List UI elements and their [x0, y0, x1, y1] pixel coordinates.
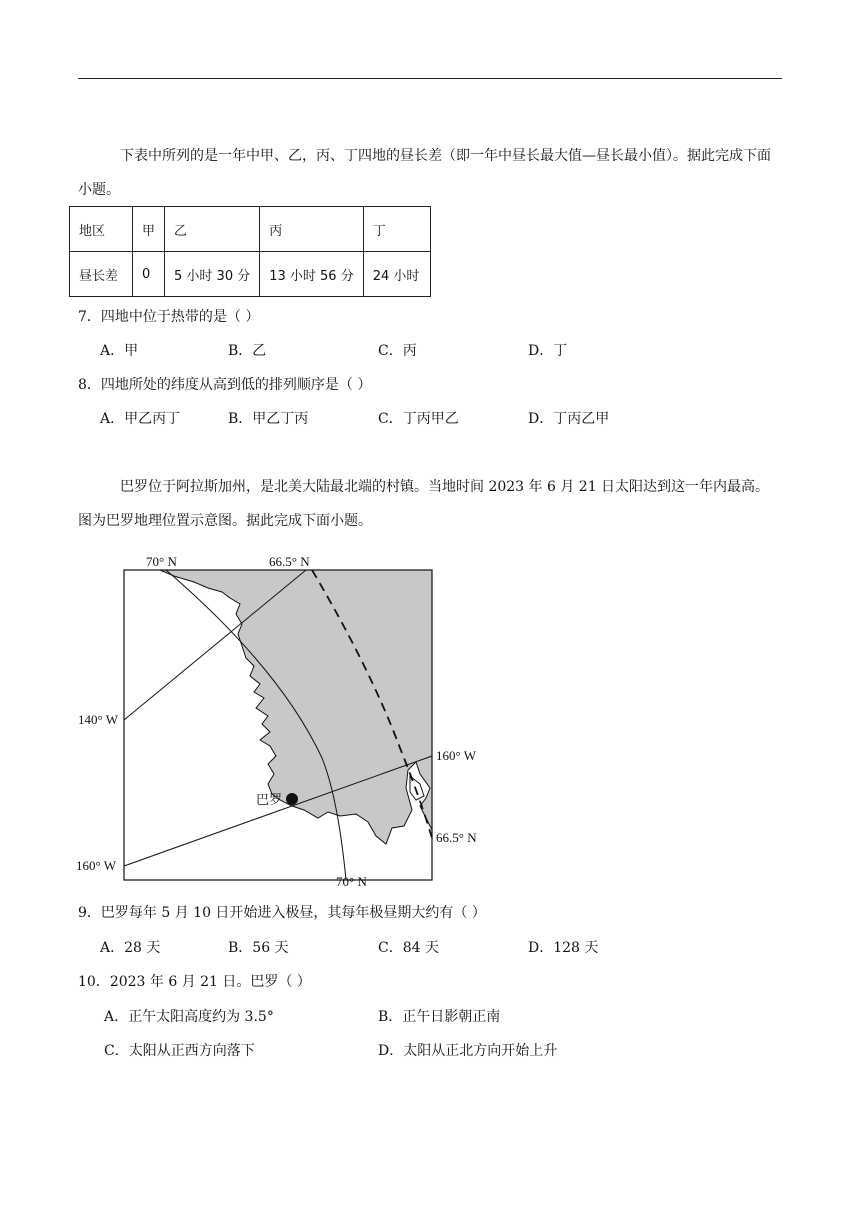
q9-option-b[interactable]: B．56 天: [228, 940, 289, 956]
question-9-stem: 9．巴罗每年 5 月 10 日开始进入极昼，其每年极昼期大约有（ ）: [78, 905, 486, 921]
table-cell: 5 小时 30 分: [165, 252, 260, 297]
q10-option-d[interactable]: D．太阳从正北方向开始上升: [378, 1043, 558, 1059]
label-right-160w: 160° W: [436, 748, 476, 763]
q8-option-c[interactable]: C．丁丙甲乙: [378, 411, 459, 427]
table-cell: 丙: [260, 207, 363, 252]
barrow-marker: [286, 793, 298, 805]
table-row: [70, 207, 431, 252]
intro-paragraph-1: [78, 139, 782, 207]
label-top-70n: 70° N: [146, 554, 177, 569]
table-row: [70, 252, 431, 297]
q9-option-a[interactable]: A．28 天: [100, 940, 161, 956]
q7-option-c[interactable]: C．丙: [378, 343, 417, 359]
q8-option-a[interactable]: A．甲乙丙丁: [100, 411, 181, 427]
label-left-140w: 140° W: [78, 712, 118, 727]
table-cell: 丁: [363, 207, 430, 252]
label-right-665n: 66.5° N: [436, 830, 477, 845]
table-cell: 昼长差: [70, 252, 133, 297]
intro-2-text: 巴罗位于阿拉斯加州，是北美大陆最北端的村镇。当地时间 2023 年 6 月 21 日太阳达到这一年内最高。图为巴罗地理位置示意图。据此完成下面小题。: [78, 479, 770, 529]
table-cell: 13 小时 56 分: [260, 252, 363, 297]
label-left-160w: 160° W: [76, 858, 116, 873]
table-cell: 地区: [70, 207, 133, 252]
table-cell: 乙: [165, 207, 260, 252]
question-7-stem: 7．四地中位于热带的是（ ）: [78, 309, 260, 325]
q10-option-b[interactable]: B．正午日影朝正南: [378, 1009, 501, 1025]
q7-option-a[interactable]: A．甲: [100, 343, 139, 359]
table-cell: 甲: [133, 207, 165, 252]
day-length-table: [69, 206, 431, 297]
q9-option-d[interactable]: D．128 天: [528, 940, 599, 956]
q9-option-c[interactable]: C．84 天: [378, 940, 439, 956]
q8-option-d[interactable]: D．丁丙乙甲: [528, 411, 610, 427]
question-8-stem: 8．四地所处的纬度从高到低的排列顺序是（ ）: [78, 377, 372, 393]
q10-option-c[interactable]: C．太阳从正西方向落下: [104, 1043, 255, 1059]
label-top-665n: 66.5° N: [269, 554, 310, 569]
intro-paragraph-2: [78, 470, 782, 538]
label-barrow: 巴罗: [256, 792, 283, 807]
question-10-stem: 10．2023 年 6 月 21 日。巴罗（ ）: [78, 974, 311, 990]
q7-option-d[interactable]: D．丁: [528, 343, 568, 359]
q7-option-b[interactable]: B．乙: [228, 343, 267, 359]
table-cell: 0: [133, 252, 165, 297]
q8-option-b[interactable]: B．甲乙丁丙: [228, 411, 309, 427]
intro-1-text: 下表中所列的是一年中甲、乙，丙、丁四地的昼长差（即一年中昼长最大值—昼长最小值）。据此完成下面小题。: [78, 148, 771, 198]
table-cell: 24 小时: [363, 252, 430, 297]
q10-option-a[interactable]: A．正午太阳高度约为 3.5°: [104, 1009, 274, 1025]
header-rule: [78, 78, 782, 79]
barrow-location-map: [70, 548, 490, 888]
label-bottom-70n: 70° N: [336, 874, 367, 888]
